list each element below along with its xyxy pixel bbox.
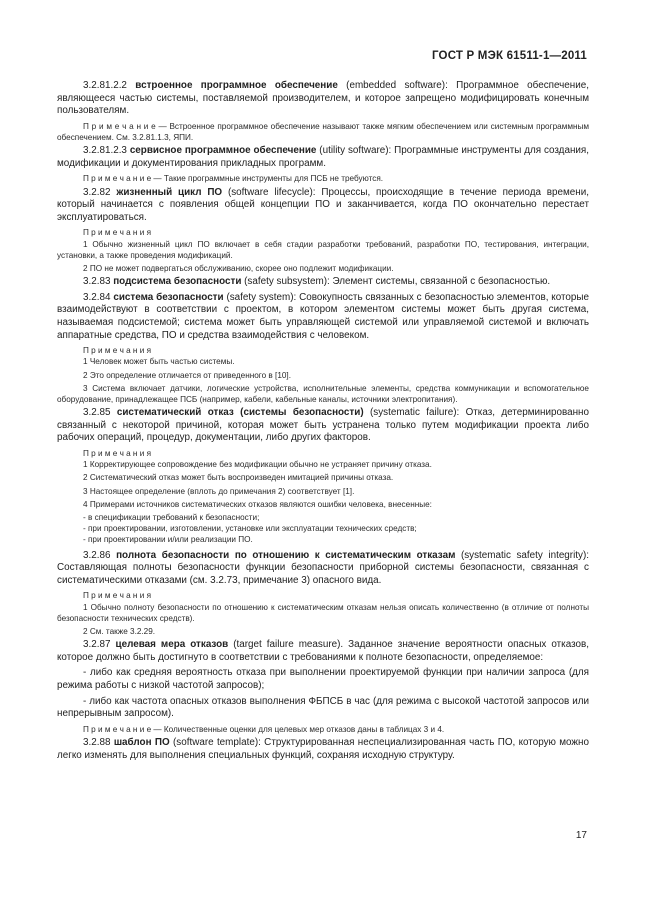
definition-text: (embedded software): Программное обеспечение, являющееся частью системы, поставляемой производителем, и которое запрещено модифицировать конечным пользователям. xyxy=(57,80,589,117)
list-item: - при проектировании, изготовлении, установке или эксплуатации технических средств; xyxy=(83,524,417,534)
clause-number: 3.2.85 xyxy=(83,407,111,419)
list-item: - при проектировании и/или реализации ПО. xyxy=(83,535,253,545)
page-number: 17 xyxy=(575,830,587,841)
clause-number: 3.2.84 xyxy=(83,291,111,303)
note xyxy=(57,173,589,184)
notes-label: П р и м е ч а н и я xyxy=(83,591,152,601)
clause-number: 3.2.81.2.3 xyxy=(83,145,127,157)
definition-3-2-82 xyxy=(57,187,589,225)
note-item: 2 Систематический отказ может быть воспроизведен имитацией причины отказа. xyxy=(83,473,394,483)
definition-text: (systematic safety integrity): Составляющая полноты безопасности функции безопасности приборной системы безопасности, связанная с систематическими отказами (см. 3.2.73, примечание 3) опасного вида. xyxy=(57,549,589,586)
term: систематический отказ (системы безопасности) xyxy=(116,407,364,419)
term: жизненный цикл ПО xyxy=(116,186,223,198)
note xyxy=(57,724,589,735)
definition-text: (utility software): Программные инструменты для создания, модификации и документирования прикладных программ. xyxy=(57,145,590,169)
definition-3-2-86 xyxy=(57,550,589,588)
definition-3-2-84 xyxy=(57,292,589,342)
list-item: - в спецификации требований к безопасности; xyxy=(83,512,260,522)
definition-text: (safety subsystem): Элемент системы, связанной с безопасностью. xyxy=(241,276,551,288)
definition-text: (software template): Структурированная неспециализированная часть ПО, которую можно легко изменять для выполнения специальных функций, сохраняя исходную структуру. xyxy=(57,736,589,761)
term: полнота безопасности по отношению к систематическим отказам xyxy=(116,549,456,561)
note-item: 1 Корректирующее сопровождение без модификации обычно не устраняет причину отказа. xyxy=(83,460,432,470)
definition-3-2-85 xyxy=(57,407,589,445)
definition-text: (target failure measure). Заданное значение вероятности опасных отказов, которое должно быть достигнуто в соответствии с требованиями к полноте безопасности, определяемое: xyxy=(57,639,589,663)
note-label: П р и м е ч а н и е xyxy=(83,121,156,131)
note xyxy=(57,121,589,143)
standard-header: ГОСТ Р МЭК 61511-1—2011 xyxy=(431,50,587,62)
note-text: — Встроенное программное обеспечение называют также мягким обеспечением или системным программным обеспечением. См. 3.2.81.1.3, ЯПИ. xyxy=(57,121,589,142)
note-item: 2 ПО не может подвергаться обслуживанию, скорее оно подлежит модификации. xyxy=(83,263,394,273)
clause-number: 3.2.83 xyxy=(83,276,111,288)
note-item: 4 Примерами источников систематических отказов являются ошибки человека, внесенные: xyxy=(83,499,432,509)
definition-list-item: - либо как частота опасных отказов выполнения ФБПСБ в час (для режима с высокой частотой запросов или непрерывным запросом). xyxy=(57,695,589,720)
definition-list-item: - либо как средняя вероятность отказа при выполнении проектируемой функции при наличии запроса (для режима работы с низкой частотой запросов); xyxy=(57,667,589,691)
term: целевая мера отказов xyxy=(115,639,229,651)
definition-3-2-81-2-2 xyxy=(57,80,589,118)
definition-3-2-83 xyxy=(57,276,589,289)
note-item: 1 Обычно полноту безопасности по отношению к систематическим отказам нельзя описать количественно (в отличие от полноты безопасности технических средств). xyxy=(57,602,589,623)
note-item: 1 Обычно жизненный цикл ПО включает в себя стадии разработки требований, разработки ПО, тестирования, интеграции, установки, а также проведения модификаций. xyxy=(57,239,589,260)
clause-number: 3.2.82 xyxy=(83,186,111,198)
clause-number: 3.2.88 xyxy=(83,736,111,748)
clause-number: 3.2.86 xyxy=(83,549,111,561)
term: система безопасности xyxy=(113,291,224,303)
notes-label: П р и м е ч а н и я xyxy=(83,228,152,238)
note-label: П р и м е ч а н и е xyxy=(83,174,152,184)
term: сервисное программное обеспечение xyxy=(129,145,317,157)
note-item: 1 Человек может быть частью системы. xyxy=(83,357,235,367)
note-item: 2 Это определение отличается от приведенного в [10]. xyxy=(83,370,291,380)
definition-3-2-87 xyxy=(57,639,589,664)
note-item: 3 Настоящее определение (вплоть до примечания 2) соответствует [1]. xyxy=(83,486,355,496)
term: встроенное программное обеспечение xyxy=(135,80,338,91)
note-label: П р и м е ч а н и е xyxy=(83,724,152,734)
definition-text: (systematic failure): Отказ, детерминированно связанный с некоторой причиной, которая может быть устранена только путем модификации проекта либо рабочих операций, процедур, документации, либо других факторов. xyxy=(57,407,589,444)
clause-number: 3.2.81.2.2 xyxy=(83,80,127,91)
definition-text: (safety system): Совокупность связанных с безопасностью элементов, которые взаимодействуют в соответствии с проектом, в котором элементом системы может быть другая система, называемая подсистемой; система может быть управляющей системой или управляемой системой и включать аппаратные средства, ПО и средства взаимодействия с человеком. xyxy=(57,291,589,341)
note-text: — Количественные оценки для целевых мер отказов даны в таблицах 3 и 4. xyxy=(151,724,445,734)
term: подсистема безопасности xyxy=(113,276,242,288)
clause-number: 3.2.87 xyxy=(83,639,111,651)
notes-label: П р и м е ч а н и я xyxy=(83,346,152,356)
term: шаблон ПО xyxy=(113,736,170,748)
notes-label: П р и м е ч а н и я xyxy=(83,448,152,458)
note-item: 3 Система включает датчики, логические устройства, исполнительные элементы, средства коммуникации и вспомогательное оборудование, принадлежащее ПСБ (например, кабели, кабельные каналы, источники электропитания). xyxy=(57,383,589,404)
definition-text: (software lifecycle): Процессы, происходящие в течение периода времени, который начинается с появления общей концепции ПО и заканчивается, когда ПО окончательно перестает эксплуатироваться. xyxy=(57,186,589,223)
definition-3-2-88 xyxy=(57,737,589,762)
note-text: — Такие программные инструменты для ПСБ не требуются. xyxy=(151,174,384,184)
definition-3-2-81-2-3 xyxy=(57,145,589,170)
page-content xyxy=(57,80,589,765)
note-item: 2 См. также 3.2.29. xyxy=(83,626,156,636)
